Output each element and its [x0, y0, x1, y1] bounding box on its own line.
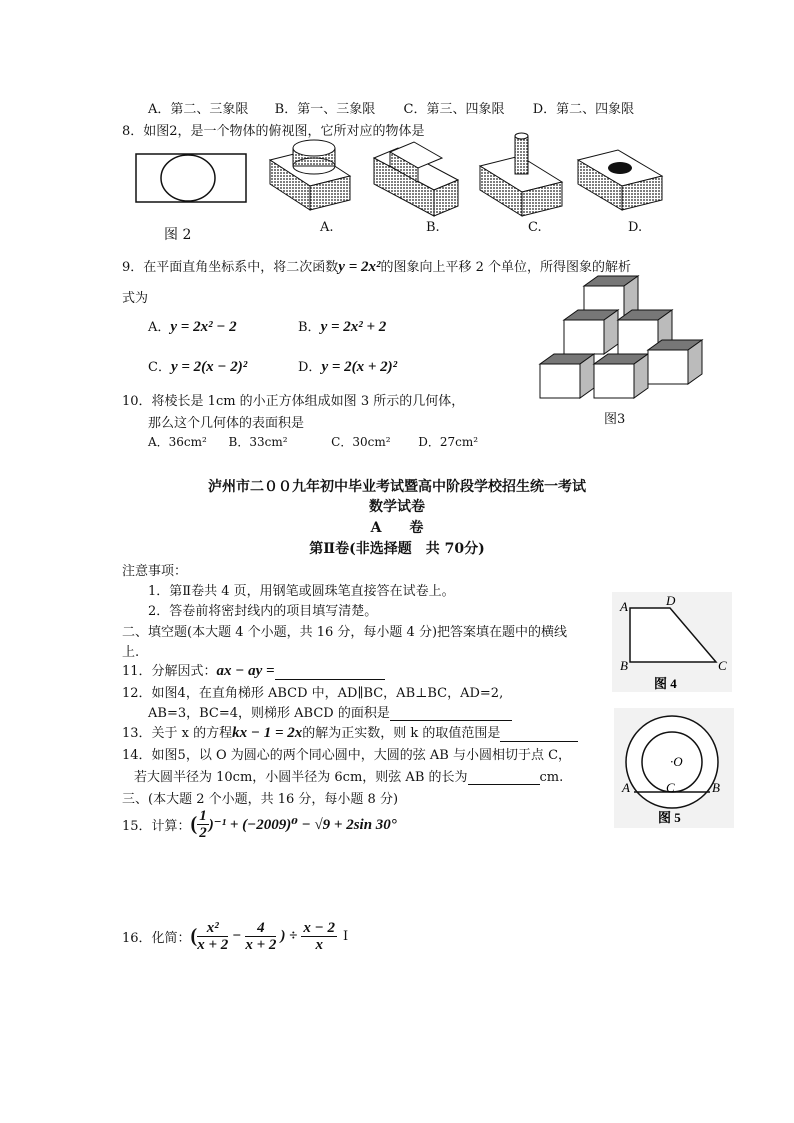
q12-stem-b: AB=3，BC=4，则梯形 ABCD 的面积是 — [148, 706, 390, 721]
option-a-solid — [270, 140, 350, 210]
fig4-caption: 图 4 — [654, 676, 677, 691]
q16-divide: ) ÷ — [280, 928, 298, 944]
q16-tail: I — [343, 929, 349, 944]
q10-option: C．30cm² — [331, 435, 391, 449]
q15-frac-den: 2 — [199, 825, 207, 841]
q16-f2-num: 4 — [245, 920, 276, 937]
fig3-cubes — [534, 272, 724, 408]
q9-option-label: C． — [148, 360, 171, 375]
q12-stem-line2 — [148, 702, 512, 721]
section3-title: 三、(本大题 2 个小题，共 16 分，每小题 8 分) — [122, 792, 399, 807]
q7-options — [148, 98, 634, 117]
q13-answer-blank[interactable] — [500, 728, 578, 742]
fig2-caption: 图 2 — [164, 227, 192, 243]
q16-f1-den: x + 2 — [197, 937, 229, 953]
section2-title: 二、填空题(本大题 4 个小题，共 16 分，每小题 4 分)把答案填在题中的横线 — [122, 625, 568, 640]
exam-volume: A 卷 — [370, 520, 424, 536]
option-c-solid — [480, 133, 562, 216]
option-d-label: D. — [628, 220, 643, 235]
option-d-solid — [578, 150, 662, 210]
q14-answer-blank[interactable] — [468, 771, 540, 785]
fig4-trapezoid — [612, 592, 732, 692]
q9-option-a — [148, 316, 237, 336]
q16-f2-den: x + 2 — [245, 937, 277, 953]
q9-option-b — [298, 316, 386, 336]
q8-stem: 8．如图2，是一个物体的俯视图，它所对应的物体是 — [122, 124, 425, 139]
fig5-circles — [614, 708, 734, 828]
q16-minus: − — [232, 928, 242, 944]
option-b-solid — [374, 142, 458, 216]
q9-function: y = 2x² — [338, 259, 381, 275]
q9-option-d — [298, 356, 397, 376]
q14-stem-line2 — [134, 766, 563, 785]
exam-subtitle: 数学试卷 — [369, 499, 425, 515]
q9-option-label: D． — [298, 360, 322, 375]
q14-stem-b: 若大圆半径为 10cm，小圆半径为 6cm，则弦 AB 的长为 — [134, 770, 468, 785]
notes-item: 1．第Ⅱ卷共 4 页，用钢笔或圆珠笔直接答在试卷上。 — [148, 584, 455, 599]
q16-fraction-3 — [301, 920, 337, 953]
q11-answer-blank[interactable] — [275, 666, 385, 680]
q7-option: C．第三、四象限 — [403, 102, 505, 117]
notes-title: 注意事项： — [122, 564, 188, 579]
q9-option-label: A． — [148, 320, 171, 335]
q7-option: D．第二、四象限 — [532, 102, 635, 117]
q11-expr: ax − ay = — [216, 663, 275, 679]
fig5-label-o: ·O — [670, 754, 683, 769]
fig4-label-a: A — [620, 599, 628, 614]
q16: 16．化简：( $\frac{\text{x²}}{x + 2}$ − $\frac{4}{x + 2}$ ) ÷ $\frac{x - 2}{x}$ I — [122, 920, 349, 953]
q15: 15．计算：( $\frac{1}{2}$ )⁻¹ + (−2009)⁰ − √9 + 2sin 30° — [122, 808, 397, 841]
fig4-label-b: B — [620, 658, 628, 673]
fig4-label-c: C — [718, 658, 727, 673]
q14-unit: cm. — [539, 770, 564, 785]
q9-option-c — [148, 356, 247, 376]
fig4-label-d: D — [666, 593, 676, 608]
q12-stem-line1: 12．如图4，在直角梯形 ABCD 中，AD∥BC，AB⊥BC，AD=2, — [122, 686, 504, 701]
q10-option: B．33cm² — [228, 435, 288, 449]
exam-title: 泸州市二００九年初中毕业考试暨高中阶段学校招生统一考试 — [208, 479, 586, 495]
notes-item: 2．答卷前将密封线内的项目填写清楚。 — [148, 604, 378, 619]
fig5-label-b: B — [712, 780, 720, 795]
q7-option: A．第二、三象限 — [148, 102, 249, 117]
option-b-label: B. — [426, 220, 440, 235]
q8-figures — [130, 130, 670, 240]
q13-stem-a: 13．关于 x 的方程 — [122, 726, 233, 741]
q16-fraction-1 — [197, 920, 228, 953]
fig3-caption: 图3 — [604, 412, 626, 427]
q9-option-expr: y = 2x² + 2 — [320, 319, 387, 335]
exam-part: 第Ⅱ卷(非选择题 共 70分) — [309, 541, 485, 557]
q9-option-label: B． — [298, 320, 321, 335]
q12-answer-blank[interactable] — [390, 707, 512, 721]
q13 — [122, 722, 578, 742]
q13-expr: kx − 1 = 2x — [232, 725, 303, 741]
q10-options — [148, 433, 478, 450]
q9-stem-line2: 式为 — [122, 291, 149, 306]
q13-stem-b: 的解为正实数，则 k 的取值范围是 — [302, 726, 501, 741]
section2-title-cont: 上. — [122, 645, 140, 660]
q15-expr-rest: )⁻¹ + (−2009)⁰ − √9 + 2sin 30° — [208, 817, 397, 833]
q14-stem-line1: 14．如图5，以 O 为圆心的两个同心圆中，大圆的弦 AB 与小圆相切于点 C， — [122, 748, 572, 763]
q9-stem-b: 的图象向上平移 2 个单位，所得图象的解析 — [380, 260, 632, 275]
top-view-figure — [136, 154, 246, 202]
q10-option: A．36cm² — [148, 435, 207, 449]
q16-f3-den: x — [315, 937, 323, 953]
q9-option-expr: y = 2(x − 2)² — [170, 359, 248, 375]
q9-option-expr: y = 2x² − 2 — [170, 319, 237, 335]
q7-option: B．第一、三象限 — [274, 102, 376, 117]
q15-stem: 15．计算： — [122, 819, 191, 834]
q11-stem: 11．分解因式： — [122, 664, 217, 679]
q10-stem-line2: 那么这个几何体的表面积是 — [148, 416, 305, 431]
q9-stem-a: 9．在平面直角坐标系中，将二次函数 — [122, 260, 339, 275]
fig5-caption: 图 5 — [658, 810, 681, 825]
option-c-label: C. — [528, 220, 542, 235]
fig5-label-a: A — [622, 780, 630, 795]
q10-stem-line1: 10．将棱长是 1cm 的小正方体组成如图 3 所示的几何体， — [122, 394, 465, 409]
q15-fraction — [197, 808, 209, 841]
fig5-label-c: C — [666, 780, 675, 795]
q9-option-expr: y = 2(x + 2)² — [321, 359, 398, 375]
q16-fraction-2 — [245, 920, 276, 953]
q16-f1-num: x² — [197, 920, 228, 937]
q10-option: D．27cm² — [418, 435, 479, 449]
option-a-label: A. — [320, 220, 334, 235]
q11 — [122, 660, 385, 680]
q16-stem: 16．化简： — [122, 931, 191, 946]
q16-f3-num: x − 2 — [303, 920, 336, 936]
q15-frac-num: 1 — [199, 808, 207, 824]
